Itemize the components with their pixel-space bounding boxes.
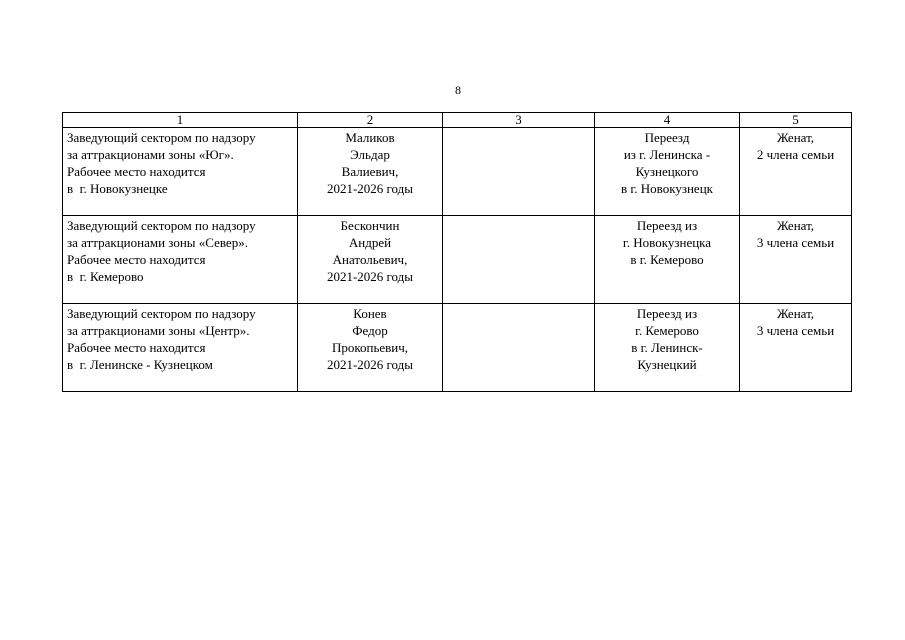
family-cell bbox=[740, 216, 852, 304]
relocation-line: г. Кемерово bbox=[635, 323, 699, 338]
relocation-line: Переезд из bbox=[636, 306, 698, 321]
person-line: Валиевич, bbox=[341, 164, 399, 179]
family-line: Женат, bbox=[776, 130, 815, 145]
person-line: 2021-2026 годы bbox=[326, 181, 414, 196]
relocation-cell bbox=[595, 128, 740, 216]
table-row bbox=[63, 304, 852, 392]
column-header-2: 2 bbox=[298, 113, 443, 128]
family-cell bbox=[740, 304, 852, 392]
column-header-5: 5 bbox=[740, 113, 852, 128]
person-line: 2021-2026 годы bbox=[326, 269, 414, 284]
position-cell bbox=[63, 128, 298, 216]
relocation-line: из г. Ленинска - bbox=[623, 147, 711, 162]
position-line: Рабочее место находится bbox=[67, 252, 206, 267]
position-line: в г. Новокузнецке bbox=[67, 181, 168, 196]
person-line: 2021-2026 годы bbox=[326, 357, 414, 372]
person-cell bbox=[298, 128, 443, 216]
person-cell bbox=[298, 304, 443, 392]
position-line: в г. Кемерово bbox=[67, 269, 144, 284]
column-3-cell bbox=[443, 216, 595, 304]
position-line: в г. Ленинске - Кузнецком bbox=[67, 357, 213, 372]
family-line: 2 члена семьи bbox=[756, 147, 835, 162]
relocation-cell bbox=[595, 304, 740, 392]
person-line: Федор bbox=[352, 323, 388, 338]
column-header-3: 3 bbox=[443, 113, 595, 128]
position-line: Заведующий сектором по надзору bbox=[67, 130, 256, 145]
position-line: Рабочее место находится bbox=[67, 340, 206, 355]
table-row bbox=[63, 216, 852, 304]
person-line: Эльдар bbox=[350, 147, 390, 162]
person-line: Прокопьевич, bbox=[331, 340, 409, 355]
page-number: 8 bbox=[455, 83, 461, 97]
person-line: Андрей bbox=[348, 235, 392, 250]
person-line: Маликов bbox=[345, 130, 395, 145]
person-line: Конев bbox=[353, 306, 387, 321]
position-line: Заведующий сектором по надзору bbox=[67, 306, 256, 321]
position-line: за аттракционами зоны «Север». bbox=[67, 235, 248, 250]
relocation-cell bbox=[595, 216, 740, 304]
relocation-table bbox=[62, 112, 852, 392]
family-line: Женат, bbox=[776, 306, 815, 321]
position-line: за аттракционами зоны «Центр». bbox=[67, 323, 250, 338]
relocation-line: Кузнецкий bbox=[637, 357, 697, 372]
position-line: Заведующий сектором по надзору bbox=[67, 218, 256, 233]
relocation-line: в г. Ленинск- bbox=[631, 340, 703, 355]
column-header-4: 4 bbox=[595, 113, 740, 128]
column-3-cell bbox=[443, 304, 595, 392]
family-line: 3 члена семьи bbox=[756, 235, 835, 250]
person-line: Бескончин bbox=[340, 218, 400, 233]
column-header-1: 1 bbox=[63, 113, 298, 128]
table-row bbox=[63, 128, 852, 216]
relocation-line: Переезд bbox=[644, 130, 690, 145]
position-line: за аттракционами зоны «Юг». bbox=[67, 147, 234, 162]
table-header-row bbox=[63, 113, 852, 128]
relocation-line: Переезд из bbox=[636, 218, 698, 233]
person-line: Анатольевич, bbox=[332, 252, 408, 267]
relocation-line: Кузнецкого bbox=[635, 164, 699, 179]
position-cell bbox=[63, 304, 298, 392]
family-line: Женат, bbox=[776, 218, 815, 233]
family-line: 3 члена семьи bbox=[756, 323, 835, 338]
position-line: Рабочее место находится bbox=[67, 164, 206, 179]
column-3-cell bbox=[443, 128, 595, 216]
family-cell bbox=[740, 128, 852, 216]
relocation-line: г. Новокузнецка bbox=[622, 235, 712, 250]
person-cell bbox=[298, 216, 443, 304]
relocation-line: в г. Новокузнецк bbox=[621, 181, 713, 196]
position-cell bbox=[63, 216, 298, 304]
relocation-line: в г. Кемерово bbox=[630, 252, 704, 267]
